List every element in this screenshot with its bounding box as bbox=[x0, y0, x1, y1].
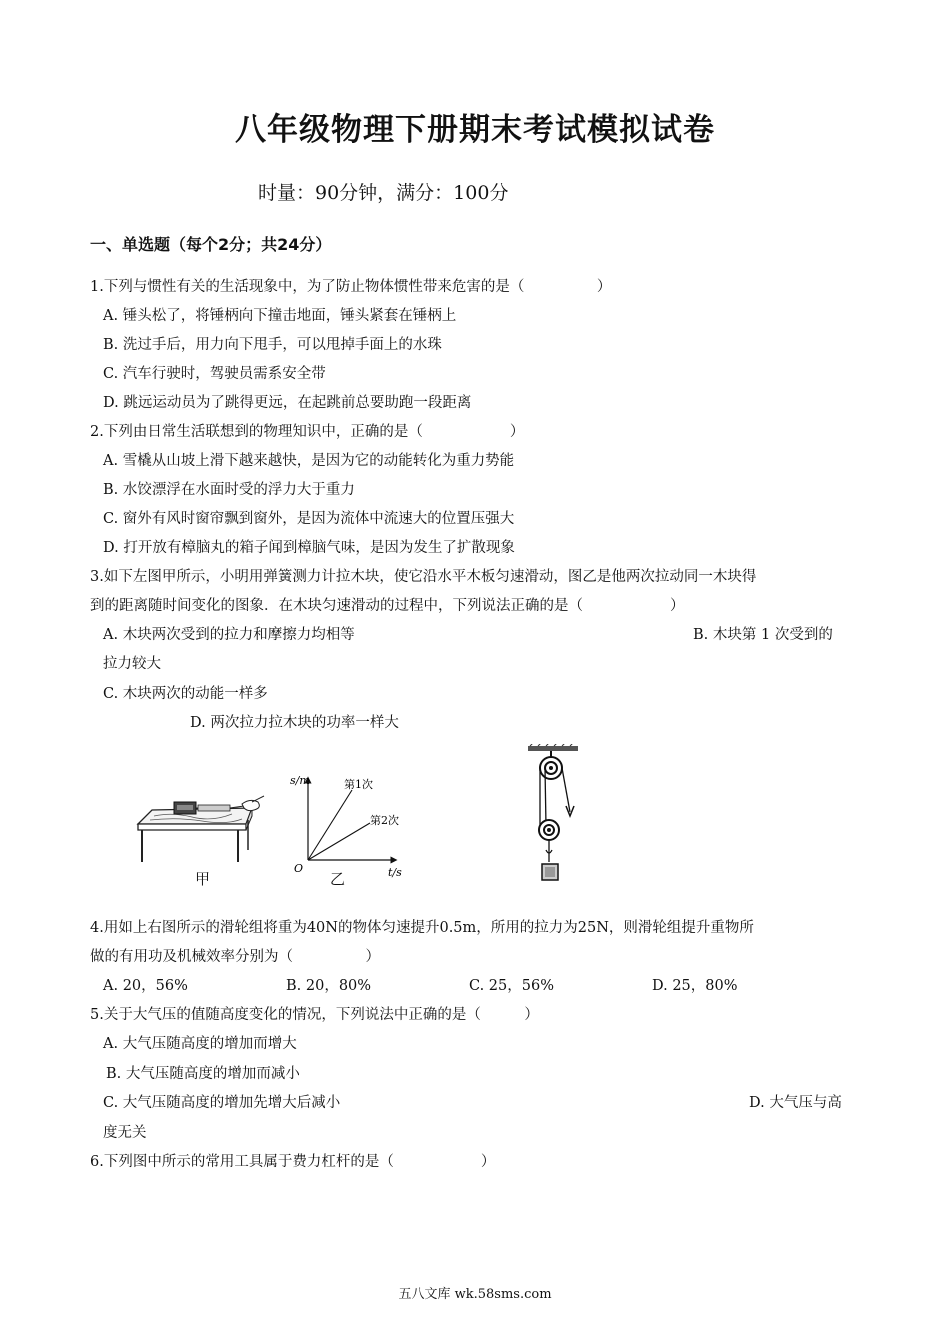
section-heading: 一、单选题（每个2分；共24分） bbox=[90, 235, 332, 254]
line1-label: 第1次 bbox=[344, 778, 373, 791]
q3-option-c: C. 木块两次的动能一样多 bbox=[103, 686, 268, 702]
q3-option-b-cont: 拉力较大 bbox=[103, 656, 161, 672]
q1-stem: 1.下列与惯性有关的生活现象中，为了防止物体惯性带来危害的是（ ） bbox=[90, 279, 612, 295]
q5-option-c: C. 大气压随高度的增加先增大后减小 bbox=[103, 1095, 341, 1111]
t-axis-label: t/s bbox=[388, 866, 402, 878]
q4-option-a: A. 20，56% bbox=[103, 978, 188, 994]
page-title: 八年级物理下册期末考试模拟试卷 bbox=[235, 112, 715, 148]
q4-stem-line1: 4.用如上右图所示的滑轮组将重为40N的物体匀速提升0.5m，所用的拉力为25N，则滑轮组提升重物所 bbox=[90, 920, 754, 936]
q4-option-d: D. 25，80% bbox=[652, 978, 738, 994]
q2-option-a: A. 雪橇从山坡上滑下越来越快，是因为它的动能转化为重力势能 bbox=[103, 453, 515, 469]
q5-option-a: A. 大气压随高度的增加而增大 bbox=[103, 1036, 297, 1052]
q3-option-a: A. 木块两次受到的拉力和摩擦力均相等 bbox=[103, 627, 355, 643]
footer-watermark: 五八文库 wk.58sms.com bbox=[398, 1287, 552, 1302]
q2-stem: 2.下列由日常生活联想到的物理知识中，正确的是（ ） bbox=[90, 424, 525, 440]
label-yi: 乙 bbox=[330, 870, 346, 888]
q1-option-c: C. 汽车行驶时，驾驶员需系安全带 bbox=[103, 366, 326, 382]
s-axis-label: s/m bbox=[290, 774, 310, 787]
q4-option-c: C. 25，56% bbox=[469, 978, 554, 994]
q1-option-b: B. 洗过手后，用力向下甩手，可以甩掉手面上的水珠 bbox=[103, 337, 442, 353]
origin-label: O bbox=[294, 862, 304, 875]
q2-option-b: B. 水饺漂浮在水面时受的浮力大于重力 bbox=[103, 482, 355, 498]
exam-info: 时量：90分钟，满分：100分 bbox=[258, 182, 509, 204]
q4-stem-line2: 做的有用功及机械效率分别为（ ） bbox=[90, 949, 380, 965]
q5-option-d: D. 大气压与高 bbox=[749, 1095, 842, 1111]
q1-option-a: A. 锤头松了，将锤柄向下撞击地面，锤头紧套在锤柄上 bbox=[103, 308, 457, 324]
q3-option-b: B. 木块第 1 次受到的 bbox=[693, 627, 833, 643]
figure-pulley-system bbox=[518, 744, 588, 890]
q2-option-d: D. 打开放有樟脑丸的箱子闻到樟脑气味，是因为发生了扩散现象 bbox=[103, 540, 515, 556]
label-jia: 甲 bbox=[195, 870, 211, 888]
q3-stem-line2: 到的距离随时间变化的图象．在木块匀速滑动的过程中，下列说法正确的是（ ） bbox=[90, 598, 685, 614]
line-second-pull bbox=[308, 823, 370, 860]
line-first-pull bbox=[308, 790, 352, 860]
q2-option-c: C. 窗外有风时窗帘飘到窗外，是因为流体中流速大的位置压强大 bbox=[103, 511, 515, 527]
q3-option-d: D. 两次拉力拉木块的功率一样大 bbox=[190, 715, 399, 731]
q6-stem: 6.下列图中所示的常用工具属于费力杠杆的是（ ） bbox=[90, 1154, 496, 1170]
q1-option-d: D. 跳远运动员为了跳得更远，在起跳前总要助跑一段距离 bbox=[103, 395, 472, 411]
q5-stem: 5.关于大气压的值随高度变化的情况，下列说法中正确的是（ ） bbox=[90, 1007, 539, 1023]
q5-option-b: B. 大气压随高度的增加而减小 bbox=[106, 1066, 300, 1082]
line2-label: 第2次 bbox=[370, 814, 399, 827]
figure-yi-st-graph bbox=[284, 768, 414, 878]
q5-option-d-cont: 度无关 bbox=[103, 1125, 147, 1141]
q4-option-b: B. 20，80% bbox=[286, 978, 372, 994]
q3-stem-line1: 3.如下左图甲所示，小明用弹簧测力计拉木块，使它沿水平木板匀速滑动，图乙是他两次拉动同一木块得 bbox=[90, 569, 757, 585]
